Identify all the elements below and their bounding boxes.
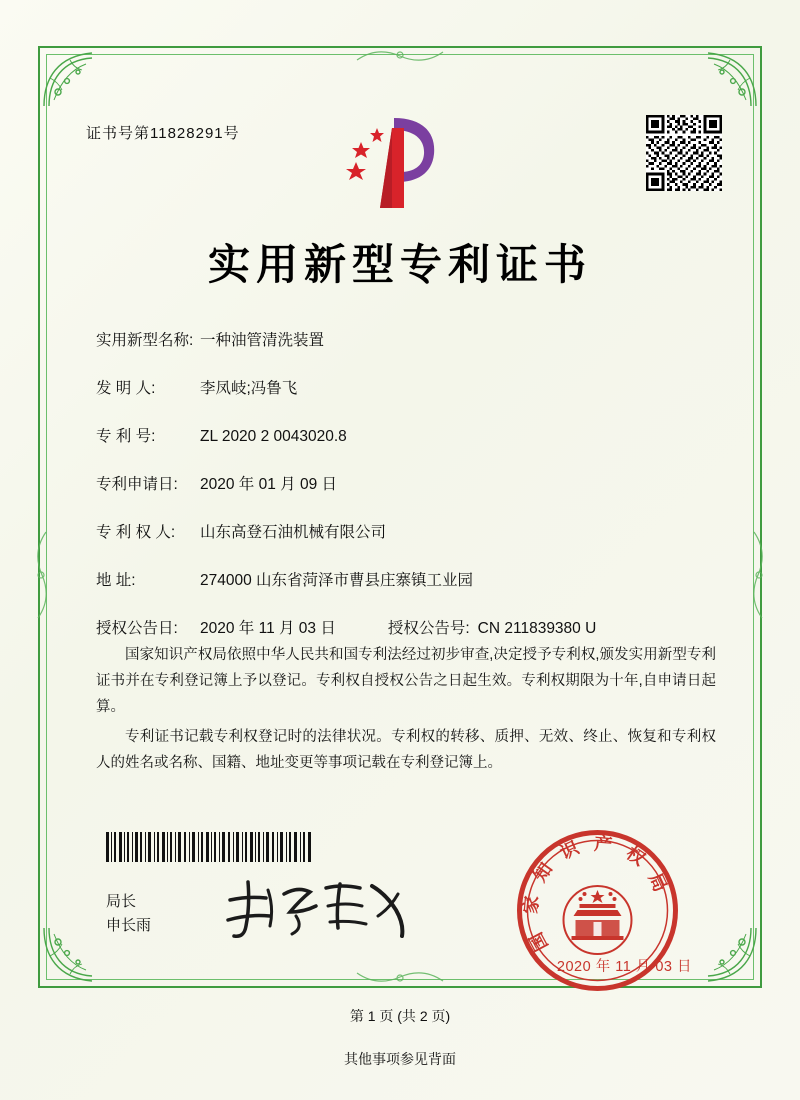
signature-role: 局长 bbox=[106, 893, 137, 910]
signature-block bbox=[106, 890, 151, 938]
page-number: 第 1 页 (共 2 页) bbox=[349, 1008, 451, 1024]
field-value: 2020 年 11 月 03 日 bbox=[200, 620, 336, 637]
field-label-secondary: 授权公告号: bbox=[387, 620, 470, 637]
certificate-number: 证书号第11828291号 bbox=[86, 125, 240, 142]
edge-ornament-left-icon bbox=[30, 530, 52, 625]
handwritten-signature-icon bbox=[222, 876, 412, 942]
edge-ornament-right-icon bbox=[748, 530, 770, 625]
corner-ornament-icon bbox=[698, 48, 760, 110]
field-row-patentee bbox=[96, 520, 716, 542]
field-label: 专 利 号: bbox=[96, 428, 156, 445]
field-row-grant bbox=[96, 616, 716, 638]
svg-text:国: 国 bbox=[525, 928, 553, 955]
legal-paragraph: 国家知识产权局依照中华人民共和国专利法经过初步审查,决定授予专利权,颁发实用新型专利证书并在专利登记簿上予以登记。专利权自授权公告之日起生效。专利权期限为十年,自申请日起算。 bbox=[96, 647, 716, 715]
svg-text:产: 产 bbox=[593, 833, 614, 856]
svg-text:知: 知 bbox=[529, 859, 558, 887]
field-row-patent-number bbox=[96, 424, 716, 446]
barcode bbox=[106, 832, 311, 862]
field-label: 授权公告日: bbox=[96, 620, 178, 637]
field-value-secondary: CN 211839380 U bbox=[477, 620, 597, 637]
field-row-address bbox=[96, 568, 716, 590]
signature-name: 申长雨 bbox=[106, 917, 152, 934]
field-value: ZL 2020 2 0043020.8 bbox=[200, 428, 347, 445]
field-value: 一种油管清洗装置 bbox=[200, 332, 325, 349]
field-label: 专利申请日: bbox=[96, 476, 178, 493]
cnipa-logo-icon bbox=[330, 110, 460, 215]
field-label: 地 址: bbox=[96, 572, 136, 589]
corner-ornament-icon bbox=[698, 924, 760, 986]
field-value: 山东高登石油机械有限公司 bbox=[200, 524, 387, 541]
edge-ornament-top-icon bbox=[355, 44, 445, 71]
field-value: 274000 山东省菏泽市曹县庄寨镇工业园 bbox=[200, 572, 474, 589]
legal-text bbox=[96, 642, 716, 780]
svg-text:局: 局 bbox=[643, 870, 671, 896]
corner-ornament-icon bbox=[40, 48, 102, 110]
footnote: 其他事项参见背面 bbox=[344, 1051, 456, 1067]
field-row-inventor bbox=[96, 376, 716, 398]
field-label: 发 明 人: bbox=[96, 380, 156, 397]
corner-ornament-icon bbox=[40, 924, 102, 986]
field-value: 2020 年 01 月 09 日 bbox=[200, 476, 337, 493]
edge-ornament-bottom-icon bbox=[355, 967, 445, 994]
field-label: 实用新型名称: bbox=[96, 332, 194, 349]
seal-date: 2020 年 11 月 03 日 bbox=[556, 959, 692, 975]
field-label: 专 利 权 人: bbox=[96, 524, 176, 541]
svg-text:识: 识 bbox=[557, 837, 583, 865]
svg-text:权: 权 bbox=[621, 842, 649, 871]
qr-code bbox=[646, 115, 722, 191]
page-title: 实用新型专利证书 bbox=[207, 240, 592, 289]
field-row-name bbox=[96, 328, 716, 350]
legal-paragraph: 专利证书记载专利权登记时的法律状况。专利权的转移、质押、无效、终止、恢复和专利权人的姓名或名称、国籍、地址变更等事项记载在专利登记簿上。 bbox=[96, 729, 716, 771]
fields-list bbox=[96, 328, 716, 664]
field-value: 李凤岐;冯鲁飞 bbox=[200, 380, 298, 397]
svg-text:家: 家 bbox=[520, 894, 543, 915]
field-row-application-date bbox=[96, 472, 716, 494]
